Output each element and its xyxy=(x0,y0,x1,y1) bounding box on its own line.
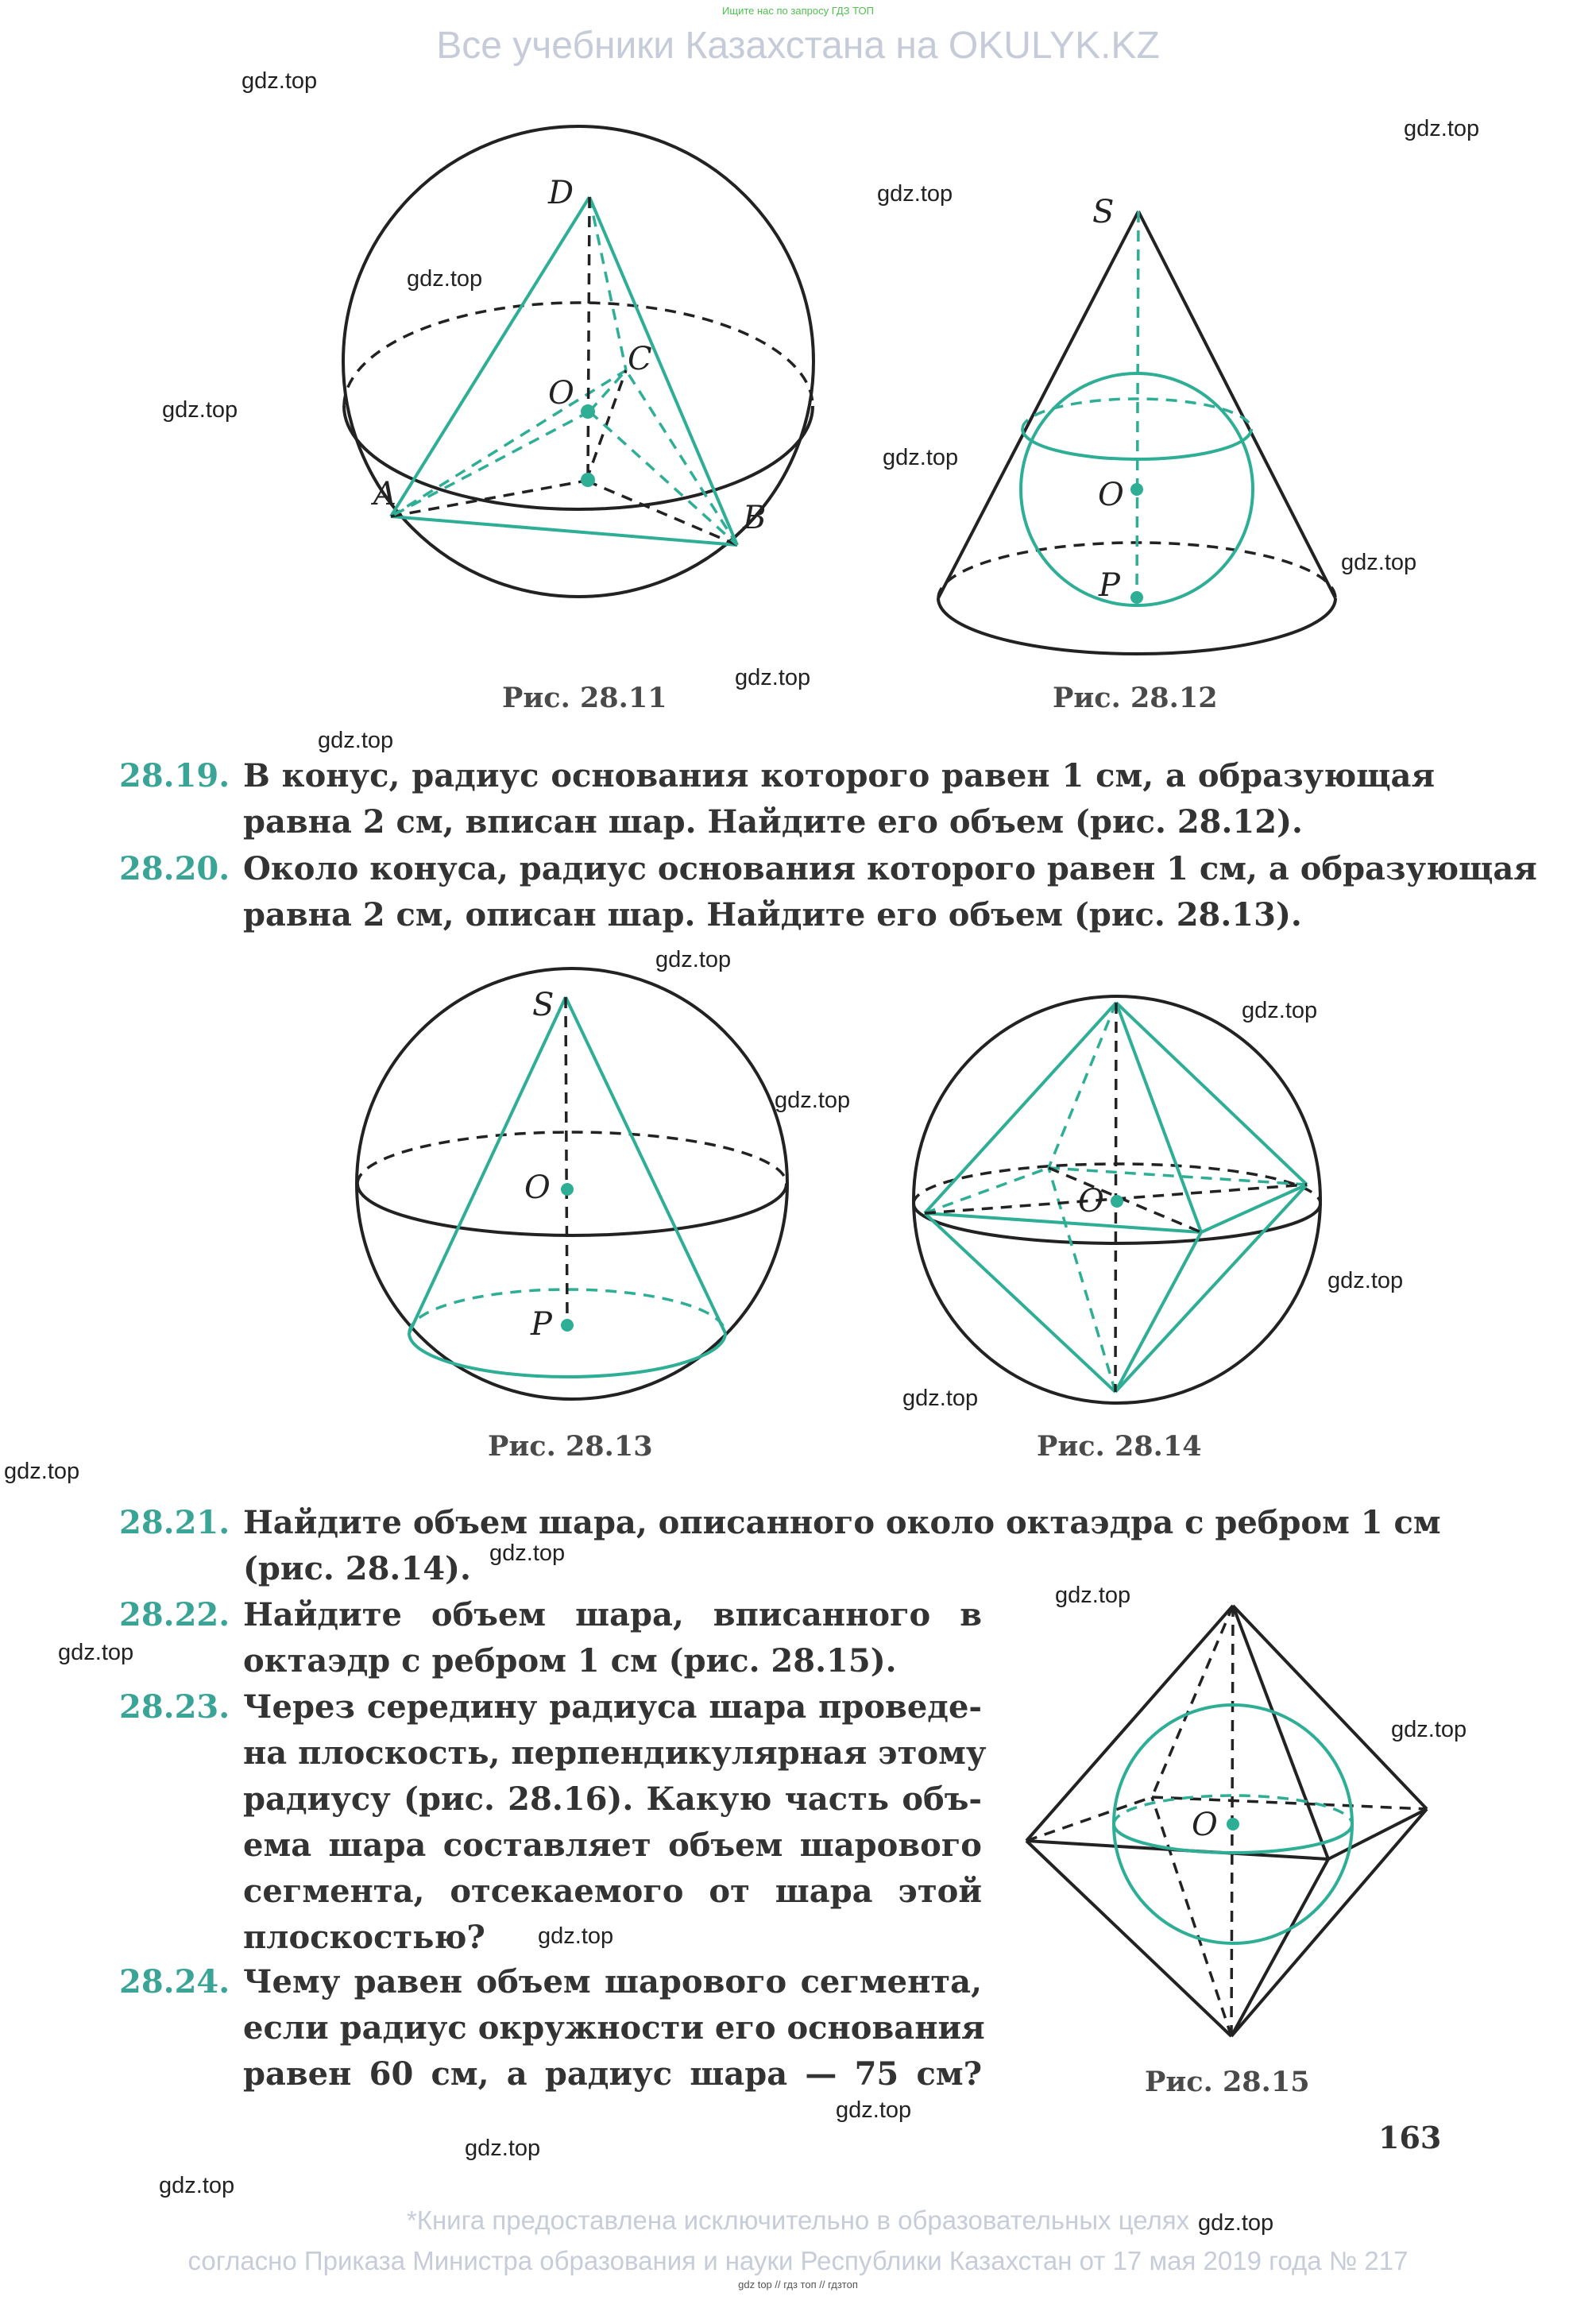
problem-number: 28.19. xyxy=(119,757,230,794)
edge-top-left xyxy=(1026,1606,1233,1841)
watermark: gdz.top xyxy=(465,2136,541,2161)
problem-line: плоскостью? xyxy=(243,1919,485,1956)
watermark: gdz.top xyxy=(407,266,483,292)
problem-line: Чему равен объем шарового сегмента, xyxy=(243,1963,982,2001)
problem-28-22 xyxy=(119,1592,982,1684)
cone-axis xyxy=(566,997,567,1325)
label-o: O xyxy=(524,1169,551,1206)
label-p: P xyxy=(1099,567,1120,604)
figure-28-13 xyxy=(357,968,787,1399)
footer-line-1: *Книга предоставлена исключительно в образовательных целях xyxy=(406,2205,1190,2235)
sphere-outline xyxy=(357,968,787,1399)
watermark: gdz.top xyxy=(1327,1268,1404,1293)
watermark: gdz.top xyxy=(489,1541,566,1566)
edge-top-front xyxy=(1233,1606,1328,1859)
median-a xyxy=(391,481,586,516)
cone-right-generatrix xyxy=(566,997,725,1333)
label-a: A xyxy=(373,476,396,512)
edge-top-left xyxy=(925,1003,1116,1213)
problem-line: ема шара составляет объем шарового xyxy=(243,1827,982,1864)
watermark: gdz.top xyxy=(1242,998,1318,1023)
problem-number: 28.23. xyxy=(119,1688,230,1726)
problem-28-19 xyxy=(119,753,1435,845)
edge-top-back xyxy=(1152,1606,1233,1797)
problem-number: 28.24. xyxy=(119,1963,230,2001)
point-p-dot xyxy=(1130,591,1143,604)
label-b: B xyxy=(743,500,767,536)
problem-28-23 xyxy=(119,1684,987,1961)
edge-top-front xyxy=(1116,1003,1201,1232)
equator-back xyxy=(357,1132,786,1184)
problem-line: Найдите объем шара, описанного около октаэдра с ребром 1 см xyxy=(243,1504,1441,1541)
problem-line: Найдите объем шара, вписанного в xyxy=(243,1596,982,1633)
problem-line: равен 60 см, а радиус шара — 75 см? xyxy=(243,2055,982,2093)
point-p-dot xyxy=(561,1319,574,1332)
watermark: gdz.top xyxy=(1341,550,1417,575)
problem-number: 28.22. xyxy=(119,1596,230,1633)
label-c: C xyxy=(628,341,652,377)
problem-line: если радиус окружности его основания xyxy=(243,2009,985,2047)
problem-line: сегмента, отсекаемого от шара этой xyxy=(243,1873,982,1910)
label-o: O xyxy=(548,375,574,412)
center-o-dot xyxy=(1227,1818,1239,1830)
watermark: gdz.top xyxy=(162,397,238,423)
edge-ab xyxy=(391,516,737,545)
base-center-dot xyxy=(581,473,595,487)
height-dashed xyxy=(588,197,589,481)
watermark: gdz.top xyxy=(242,68,318,94)
center-o-dot xyxy=(581,404,595,419)
problem-28-24 xyxy=(119,1959,985,2097)
problem-line: Около конуса, радиус основания которого равен 1 см, а образующая xyxy=(243,850,1537,887)
caption-fig-28-12: Рис. 28.12 xyxy=(1053,682,1218,714)
watermark: gdz.top xyxy=(775,1088,851,1113)
caption-fig-28-13: Рис. 28.13 xyxy=(488,1430,653,1463)
label-d: D xyxy=(548,175,574,211)
watermark: gdz.top xyxy=(1391,1717,1467,1742)
watermark: gdz.top xyxy=(735,665,811,690)
cone-right-generatrix xyxy=(1138,211,1335,598)
watermark: gdz.top xyxy=(159,2173,235,2198)
edge-bottom-right xyxy=(1115,1185,1307,1392)
edge-da xyxy=(391,197,589,516)
watermark: gdz.top xyxy=(836,2097,912,2123)
edge-bottom-right xyxy=(1231,1809,1427,2036)
figure-28-11 xyxy=(343,126,813,597)
cone-left-generatrix xyxy=(409,997,566,1333)
radius-ob xyxy=(589,412,737,545)
problem-line: радиусу (рис. 28.16). Какую часть объ- xyxy=(243,1780,982,1818)
figure-28-12 xyxy=(938,194,1335,654)
problem-line: на плоскость, перпендикулярная этому xyxy=(243,1734,987,1772)
label-o: O xyxy=(1078,1183,1104,1220)
cone-base-back xyxy=(938,543,1335,598)
watermark: gdz.top xyxy=(883,445,959,470)
watermark: gdz.top xyxy=(1198,2210,1274,2236)
watermark: gdz.top xyxy=(538,1923,614,1949)
problem-line: равна 2 см, описан шар. Найдите его объем (рис. 28.13). xyxy=(243,896,1302,934)
center-o-dot xyxy=(1111,1195,1123,1208)
problem-28-20 xyxy=(119,846,1537,938)
caption-fig-28-15: Рис. 28.15 xyxy=(1145,2066,1310,2098)
center-o-dot xyxy=(561,1183,574,1196)
site-title[interactable]: Все учебники Казахстана на OKULYK.KZ xyxy=(436,25,1160,67)
edge-bc xyxy=(626,370,737,545)
edge-bottom-front xyxy=(1231,1859,1328,2036)
cone-axis xyxy=(1137,211,1138,597)
figure-28-14 xyxy=(914,996,1320,1403)
watermark: gdz.top xyxy=(4,1459,80,1484)
problem-line: Через середину радиуса шара проведе- xyxy=(243,1688,982,1726)
problem-line: (рис. 28.14). xyxy=(243,1550,471,1587)
cone-left-generatrix xyxy=(938,211,1138,598)
center-o-dot xyxy=(1130,483,1143,496)
watermark: gdz.top xyxy=(1404,116,1480,141)
label-o: O xyxy=(1192,1807,1218,1843)
watermark: gdz.top xyxy=(902,1386,979,1411)
equator-back xyxy=(344,303,813,406)
label-s: S xyxy=(1092,194,1115,230)
page-number: 163 xyxy=(1378,2120,1442,2155)
problem-28-21 xyxy=(119,1500,1441,1592)
label-p: P xyxy=(531,1306,552,1343)
problem-line: равна 2 см, вписан шар. Найдите его объем (рис. 28.12). xyxy=(243,803,1303,841)
watermark: gdz.top xyxy=(1055,1583,1131,1608)
watermark: gdz.top xyxy=(58,1640,134,1665)
problem-line: В конус, радиус основания которого равен 1 см, а образующая xyxy=(243,757,1435,794)
edge-top-back xyxy=(1049,1003,1116,1168)
caption-fig-28-11: Рис. 28.11 xyxy=(502,682,667,714)
watermark: gdz.top xyxy=(655,947,732,972)
caption-fig-28-14: Рис. 28.14 xyxy=(1037,1430,1202,1463)
label-o: O xyxy=(1098,477,1124,513)
equator-front xyxy=(344,406,813,509)
footer-line-2: согласно Приказа Министра образования и науки Республики Казахстан от 17 мая 2019 года № 217 xyxy=(187,2246,1409,2275)
top-search-note: Ищите нас по запросу ГДЗ ТОП xyxy=(722,5,874,17)
problem-number: 28.21. xyxy=(119,1504,230,1541)
figure-28-15 xyxy=(1026,1606,1427,2036)
problem-number: 28.20. xyxy=(119,850,230,887)
watermark: gdz.top xyxy=(877,181,953,207)
edge-dc xyxy=(589,197,626,370)
watermark: gdz.top xyxy=(318,728,394,753)
edge-top-right xyxy=(1116,1003,1307,1185)
bottom-note: gdz top // гдз топ // гдзтоп xyxy=(738,2279,858,2290)
label-s: S xyxy=(532,987,555,1023)
problem-line: октаэдр с ребром 1 см (рис. 28.15). xyxy=(243,1642,897,1680)
